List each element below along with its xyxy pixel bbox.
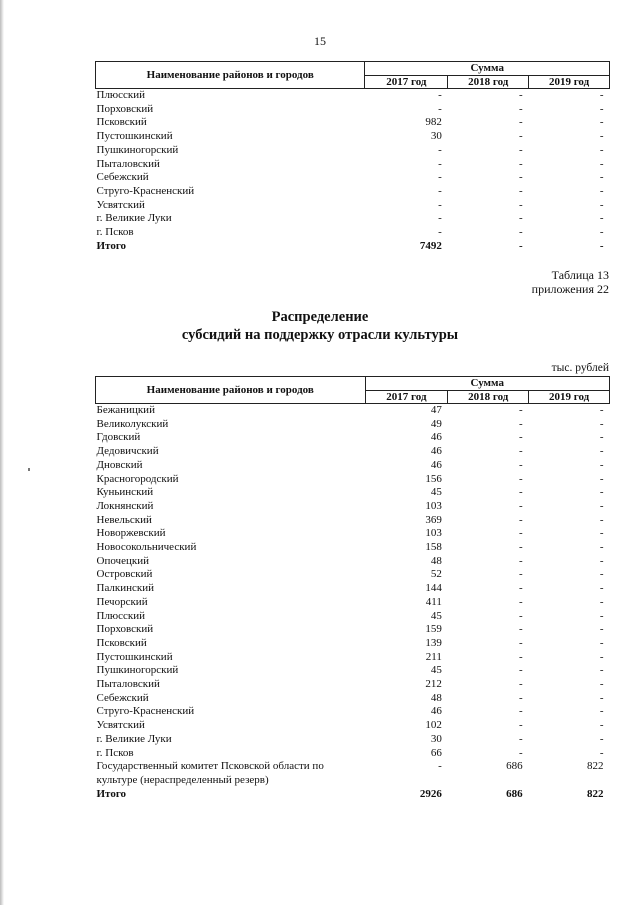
value-2017-cell: 103 — [425, 527, 442, 540]
district-name-cell: Новоржевский — [96, 527, 166, 540]
title-line-1: Распределение — [271, 309, 369, 325]
table-row — [96, 89, 610, 103]
table-row — [96, 158, 610, 172]
value-2018-cell: 686 — [506, 760, 523, 773]
title-line-2: субсидий на поддержку отрасли культуры — [181, 327, 459, 343]
value-2017-cell: 982 — [425, 116, 442, 129]
value-2019-cell: - — [599, 116, 604, 129]
value-2018-cell: - — [518, 130, 523, 143]
value-2018-cell: - — [518, 417, 523, 430]
table-row — [96, 623, 610, 637]
district-name-cell: Итого — [96, 239, 127, 252]
district-name-cell: Себежский — [96, 171, 149, 184]
table-row — [96, 103, 610, 117]
value-2019-cell: - — [599, 623, 604, 636]
table-number: Таблица 13 — [551, 268, 609, 282]
value-2018-cell: - — [518, 116, 523, 129]
value-2017-cell: 47 — [430, 404, 442, 416]
value-2018-cell: - — [518, 445, 523, 458]
value-2019-cell: - — [599, 746, 604, 759]
scan-speck — [28, 468, 30, 471]
header-2017: 2017 год — [365, 390, 448, 404]
value-2019-cell: - — [599, 89, 604, 101]
value-2019-cell: - — [599, 431, 604, 444]
district-name-cell: Себежский — [96, 691, 149, 704]
value-2019-cell: - — [599, 143, 604, 156]
value-2017-cell: - — [438, 198, 442, 211]
header-2017: 2017 год — [365, 75, 448, 89]
page-number: 15 — [314, 34, 326, 48]
value-2017-cell: - — [438, 171, 442, 184]
district-name-cell: Опочецкий — [96, 554, 149, 567]
value-2017-cell: 45 — [430, 664, 442, 677]
table-row — [96, 418, 610, 432]
table-row — [96, 212, 610, 226]
value-2018-cell: - — [518, 636, 523, 649]
value-2019-cell: - — [599, 417, 604, 430]
value-2019-cell: - — [599, 568, 604, 581]
value-2018-cell: - — [518, 664, 523, 677]
total-row — [96, 240, 610, 254]
value-2018-cell: - — [518, 513, 523, 526]
value-2019-cell: - — [599, 595, 604, 608]
table-row — [96, 486, 610, 500]
header-name: Наименование районов и городов — [96, 62, 365, 89]
district-name-cell: Локнянский — [96, 499, 154, 512]
value-2017-cell: 103 — [425, 499, 442, 512]
district-name-cell: Гдовский — [96, 431, 141, 444]
value-2019-cell: - — [599, 226, 604, 239]
value-2017-cell: 66 — [430, 746, 442, 759]
value-2019-cell: - — [599, 636, 604, 649]
value-2018-cell: - — [518, 171, 523, 184]
total-row — [96, 788, 610, 802]
table-row — [96, 541, 610, 555]
table-continuation — [95, 61, 610, 253]
district-name-cell: Новосокольнический — [96, 541, 197, 554]
header-2019: 2019 год — [529, 75, 610, 89]
value-2019-cell: - — [599, 198, 604, 211]
value-2019-cell: 822 — [587, 787, 604, 800]
value-2018-cell: - — [518, 554, 523, 567]
value-2019-cell: - — [599, 664, 604, 677]
value-2019-cell: - — [599, 732, 604, 745]
header-2018: 2018 год — [448, 75, 529, 89]
value-2018-cell: - — [518, 527, 523, 540]
value-2019-cell: - — [599, 691, 604, 704]
value-2017-cell: 211 — [425, 650, 442, 663]
table-row — [96, 431, 610, 445]
table-row — [96, 130, 610, 144]
table-row — [96, 459, 610, 473]
value-2018-cell: - — [518, 719, 523, 732]
value-2019-cell: - — [599, 582, 604, 595]
value-2019-cell: - — [599, 719, 604, 732]
table-row — [96, 733, 610, 747]
value-2018-cell: - — [518, 568, 523, 581]
value-2019-cell: - — [599, 404, 604, 416]
value-2017-cell: 46 — [430, 431, 442, 444]
district-name-cell: Куньинский — [96, 486, 154, 499]
value-2017-cell: 159 — [425, 623, 442, 636]
table-row — [96, 747, 610, 761]
table-row — [96, 445, 610, 459]
table-row — [96, 144, 610, 158]
header-2019: 2019 год — [529, 390, 610, 404]
district-name-cell: г. Псков — [96, 746, 134, 759]
value-2017-cell: 49 — [430, 417, 442, 430]
district-name-cell: Пустошкинский — [96, 130, 173, 143]
district-name-cell: г. Великие Луки — [96, 212, 172, 225]
value-2018-cell: - — [518, 582, 523, 595]
table-row — [96, 664, 610, 678]
reserve-row — [96, 760, 610, 787]
district-name-cell: Дедовичский — [96, 445, 159, 458]
value-2017-cell: 7492 — [419, 239, 442, 252]
value-2018-cell: - — [518, 458, 523, 471]
value-2019-cell: - — [599, 171, 604, 184]
value-2018-cell: - — [518, 157, 523, 170]
value-2017-cell: - — [438, 760, 442, 773]
value-2017-cell: - — [438, 102, 442, 115]
table-row — [96, 568, 610, 582]
district-name-cell: Великолукский — [96, 417, 169, 430]
value-2017-cell: 144 — [425, 582, 442, 595]
district-name-cell: Псковский — [96, 636, 147, 649]
value-2018-cell: - — [518, 609, 523, 622]
value-2017-cell: - — [438, 89, 442, 101]
value-2019-cell: - — [599, 212, 604, 225]
value-2018-cell: - — [518, 732, 523, 745]
district-name-cell: Дновский — [96, 458, 143, 471]
value-2017-cell: 212 — [425, 678, 442, 691]
value-2019-cell: - — [599, 458, 604, 471]
table-row — [96, 610, 610, 624]
value-2018-cell: - — [518, 198, 523, 211]
table-row — [96, 637, 610, 651]
table-row — [96, 404, 610, 418]
table-row — [96, 226, 610, 240]
value-2018-cell: - — [518, 89, 523, 101]
value-2019-cell: - — [599, 513, 604, 526]
table-row — [96, 555, 610, 569]
value-2018-cell: - — [518, 705, 523, 718]
value-2017-cell: 45 — [430, 609, 442, 622]
district-name-cell: Красногородский — [96, 472, 179, 485]
table-row — [96, 692, 610, 706]
district-name-cell: Плюсский — [96, 609, 146, 622]
district-name-cell: Пушкиногорский — [96, 664, 179, 677]
unit-label: тыс. рублей — [551, 362, 609, 374]
appendix-ref: приложения 22 — [531, 282, 609, 296]
value-2018-cell: - — [518, 184, 523, 197]
district-name-cell: Порховский — [96, 623, 154, 636]
district-name-cell: Невельский — [96, 513, 152, 526]
district-name-cell: Псковский — [96, 116, 147, 129]
district-name-cell: Пыталовский — [96, 678, 160, 691]
district-name-cell: Струго-Красненский — [96, 705, 195, 718]
value-2018-cell: - — [518, 226, 523, 239]
table-row — [96, 185, 610, 199]
value-2019-cell: - — [599, 499, 604, 512]
value-2018-cell: - — [518, 650, 523, 663]
table-row — [96, 527, 610, 541]
value-2019-cell: - — [599, 472, 604, 485]
value-2017-cell: 46 — [430, 445, 442, 458]
value-2018-cell: - — [518, 431, 523, 444]
value-2019-cell: - — [599, 130, 604, 143]
table-row — [96, 719, 610, 733]
value-2017-cell: 30 — [430, 732, 442, 745]
value-2017-cell: 102 — [425, 719, 442, 732]
table-row — [96, 500, 610, 514]
table-body — [96, 404, 610, 802]
table-row — [96, 678, 610, 692]
header-name: Наименование районов и городов — [96, 377, 366, 404]
value-2017-cell: 30 — [430, 130, 442, 143]
district-name-cell: Печорский — [96, 595, 148, 608]
table-row — [96, 705, 610, 719]
district-name-cell: Государственный комитет Псковской области по культуре (нераспределенный резерв) — [96, 760, 324, 786]
table-caption — [532, 268, 609, 296]
header-sum: Сумма — [365, 62, 610, 76]
value-2019-cell: - — [599, 527, 604, 540]
value-2018-cell: - — [518, 486, 523, 499]
table-row — [96, 651, 610, 665]
value-2017-cell: 46 — [430, 705, 442, 718]
district-name-cell: Плюсский — [96, 89, 146, 101]
value-2019-cell: - — [599, 554, 604, 567]
value-2017-cell: 139 — [425, 636, 442, 649]
district-name-cell: г. Великие Луки — [96, 732, 172, 745]
table-row — [96, 199, 610, 213]
value-2017-cell: 45 — [430, 486, 442, 499]
table-row — [96, 514, 610, 528]
district-name-cell: Палкинский — [96, 582, 155, 595]
value-2019-cell: 822 — [587, 760, 604, 773]
value-2019-cell: - — [599, 541, 604, 554]
district-name-cell: г. Псков — [96, 226, 134, 239]
district-name-cell: Итого — [96, 787, 127, 800]
value-2019-cell: - — [599, 705, 604, 718]
value-2018-cell: - — [518, 404, 523, 416]
value-2018-cell: - — [518, 472, 523, 485]
value-2018-cell: - — [518, 239, 523, 252]
value-2017-cell: 158 — [425, 541, 442, 554]
district-name-cell: Струго-Красненский — [96, 184, 195, 197]
value-2017-cell: - — [438, 157, 442, 170]
document-title — [0, 308, 640, 344]
value-2018-cell: - — [518, 678, 523, 691]
district-name-cell: Бежаницкий — [96, 404, 155, 416]
value-2017-cell: 46 — [430, 458, 442, 471]
value-2019-cell: - — [599, 184, 604, 197]
value-2019-cell: - — [599, 102, 604, 115]
value-2017-cell: 156 — [425, 472, 442, 485]
table-row — [96, 582, 610, 596]
header-2018: 2018 год — [448, 390, 529, 404]
value-2017-cell: - — [438, 212, 442, 225]
table-row — [96, 596, 610, 610]
table-body — [96, 89, 610, 254]
value-2018-cell: - — [518, 102, 523, 115]
value-2017-cell: 411 — [425, 595, 442, 608]
scan-edge — [0, 0, 4, 905]
value-2017-cell: 2926 — [419, 787, 442, 800]
table-row — [96, 473, 610, 487]
district-name-cell: Усвятский — [96, 719, 145, 732]
header-sum: Сумма — [365, 377, 610, 391]
value-2018-cell: - — [518, 499, 523, 512]
value-2018-cell: - — [518, 143, 523, 156]
value-2018-cell: - — [518, 541, 523, 554]
value-2017-cell: - — [438, 184, 442, 197]
value-2019-cell: - — [599, 157, 604, 170]
district-name-cell: Островский — [96, 568, 153, 581]
table-culture-subsidies — [95, 376, 610, 801]
district-name-cell: Пушкиногорский — [96, 143, 179, 156]
value-2017-cell: - — [438, 143, 442, 156]
table-row — [96, 116, 610, 130]
value-2018-cell: - — [518, 746, 523, 759]
value-2017-cell: 369 — [425, 513, 442, 526]
value-2017-cell: - — [438, 226, 442, 239]
value-2018-cell: - — [518, 595, 523, 608]
value-2017-cell: 52 — [430, 568, 442, 581]
value-2019-cell: - — [599, 445, 604, 458]
table-row — [96, 171, 610, 185]
district-name-cell: Усвятский — [96, 198, 145, 211]
district-name-cell: Порховский — [96, 102, 154, 115]
district-name-cell: Пыталовский — [96, 157, 160, 170]
district-name-cell: Пустошкинский — [96, 650, 173, 663]
value-2017-cell: 48 — [430, 554, 442, 567]
value-2019-cell: - — [599, 486, 604, 499]
value-2019-cell: - — [599, 609, 604, 622]
value-2019-cell: - — [599, 678, 604, 691]
value-2018-cell: - — [518, 212, 523, 225]
value-2017-cell: 48 — [430, 691, 442, 704]
value-2019-cell: - — [599, 239, 604, 252]
value-2018-cell: - — [518, 691, 523, 704]
value-2018-cell: - — [518, 623, 523, 636]
value-2018-cell: 686 — [506, 787, 523, 800]
value-2019-cell: - — [599, 650, 604, 663]
